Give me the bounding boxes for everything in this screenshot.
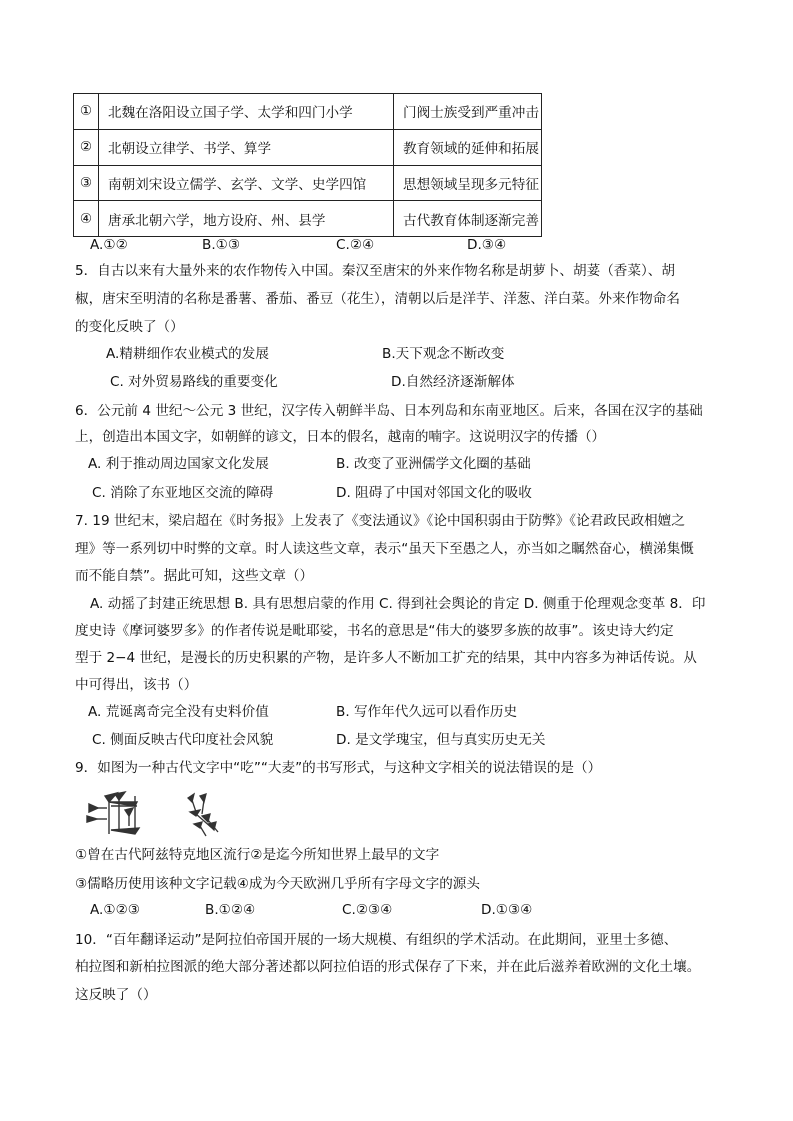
q9-option-b: B.①②④ — [205, 902, 256, 918]
q8-stem-line-2: 型于 2−4 世纪，是漫长的历史积累的产物，是许多人不断加工扩充的结果，其中内容多为神话传说。从 — [75, 650, 697, 666]
q4-option-d: D.③④ — [467, 237, 507, 253]
row-number: ③ — [74, 165, 99, 201]
q9-statements-line-1: ①曾在古代阿兹特克地区流行②是迄今所知世界上最早的文字 — [75, 847, 440, 863]
q6-option-b: B. 改变了亚洲儒学文化圈的基础 — [336, 456, 531, 472]
q8-option-c: C. 侧面反映古代印度社会风貌 — [92, 732, 274, 748]
q5-option-c: C. 对外贸易路线的重要变化 — [110, 374, 278, 390]
q6-option-d: D. 阻碍了中国对邻国文化的吸收 — [336, 485, 532, 501]
row-event: 南朝刘宋设立儒学、玄学、文学、史学四馆 — [99, 165, 394, 201]
table-row — [74, 165, 542, 201]
q8-stem-line-1: 度史诗《摩诃婆罗多》的作者传说是毗耶娑，书名的意思是“伟大的婆罗多族的故事”。该史诗大约定 — [75, 623, 674, 639]
q5-stem-line-1: 5．自古以来有大量外来的农作物传入中国。秦汉至唐宋的外来作物名称是胡萝卜、胡荽（香菜）、胡 — [75, 263, 675, 279]
q4-option-c: C.②④ — [336, 237, 375, 253]
row-significance: 古代教育体制逐渐完善 — [394, 201, 542, 237]
row-significance: 教育领域的延伸和拓展 — [394, 129, 542, 165]
q7-stem-line-1: 7. 19 世纪末，梁启超在《时务报》上发表了《变法通议》《论中国积弱由于防弊》《论君政民政相嬗之 — [75, 513, 685, 529]
q7-stem-line-2: 理》等一系列切中时弊的文章。时人读这些文章，表示“虽天下至愚之人，亦当如之瞩然奋心，横涕集慨 — [75, 541, 694, 557]
row-significance: 思想领域呈现多元特征 — [394, 165, 542, 201]
row-number: ④ — [74, 201, 99, 237]
q5-stem-line-2: 椒，唐宋至明清的名称是番薯、番茄、番豆（花生），清朝以后是洋芋、洋葱、洋白菜。外来作物命名 — [75, 291, 680, 307]
q8-option-b: B. 写作年代久远可以看作历史 — [336, 704, 518, 720]
row-event: 北朝设立律学、书学、算学 — [99, 129, 394, 165]
q5-stem-line-3: 的变化反映了（） — [75, 319, 184, 335]
table-row — [74, 129, 542, 165]
row-event: 北魏在洛阳设立国子学、太学和四门小学 — [99, 94, 394, 130]
q8-option-a: A. 荒诞离奇完全没有史料价值 — [88, 704, 269, 720]
q6-option-a: A. 利于推动周边国家文化发展 — [88, 456, 269, 472]
q5-option-d: D.自然经济逐渐解体 — [391, 374, 515, 390]
q9-option-d: D.①③④ — [481, 902, 533, 918]
q9-option-c: C.②③④ — [342, 902, 393, 918]
cuneiform-eat-glyph — [85, 790, 143, 838]
q7-stem-line-3: 而不能自禁”。据此可知，这些文章（） — [75, 568, 314, 584]
cuneiform-barley-glyph — [182, 792, 222, 838]
q6-stem-line-2: 上，创造出本国文字，如朝鲜的谚文，日本的假名，越南的喃字。这说明汉字的传播（） — [75, 429, 606, 445]
q9-stem: 9．如图为一种古代文字中“吃”“大麦”的书写形式，与这种文字相关的说法错误的是（） — [75, 760, 602, 776]
row-event: 唐承北朝六学，地方设府、州、县学 — [99, 201, 394, 237]
q8-option-d: D. 是文学瑰宝，但与真实历史无关 — [336, 732, 546, 748]
row-number: ① — [74, 94, 99, 130]
q10-stem-line-1: 10．“百年翻译运动”是阿拉伯帝国开展的一场大规模、有组织的学术活动。在此期间，亚里士多德、 — [75, 932, 678, 948]
q4-table — [73, 93, 542, 237]
q8-stem-line-3: 中可得出，该书（） — [75, 677, 198, 693]
q9-statements-line-2: ③儒略历使用该种文字记载④成为今天欧洲几乎所有字母文字的源头 — [75, 876, 480, 892]
q4-option-a: A.①② — [90, 237, 128, 253]
q4-option-b: B.①③ — [202, 237, 241, 253]
row-significance: 门阀士族受到严重冲击 — [394, 94, 542, 130]
q10-stem-line-2: 柏拉图和新柏拉图派的绝大部分著述都以阿拉伯语的形式保存了下来，并在此后滋养着欧洲的文化土壤。 — [75, 959, 701, 975]
q9-option-a: A.①②③ — [90, 902, 140, 918]
q6-option-c: C. 消除了东亚地区交流的障碍 — [92, 485, 274, 501]
q6-stem-line-1: 6．公元前 4 世纪～公元 3 世纪，汉字传入朝鲜半岛、日本列岛和东南亚地区。后来，各国在汉字的基础 — [75, 403, 703, 419]
q5-option-a: A.精耕细作农业模式的发展 — [106, 346, 269, 362]
row-number: ② — [74, 129, 99, 165]
q7-options-line: A. 动摇了封建正统思想 B. 具有思想启蒙的作用 C. 得到社会舆论的肯定 D. 侧重于伦理观念变革 8．印 — [90, 596, 706, 612]
q5-option-b: B.天下观念不断改变 — [382, 346, 505, 362]
table-row — [74, 201, 542, 237]
q10-stem-line-3: 这反映了（） — [75, 987, 157, 1003]
table-row — [74, 94, 542, 130]
